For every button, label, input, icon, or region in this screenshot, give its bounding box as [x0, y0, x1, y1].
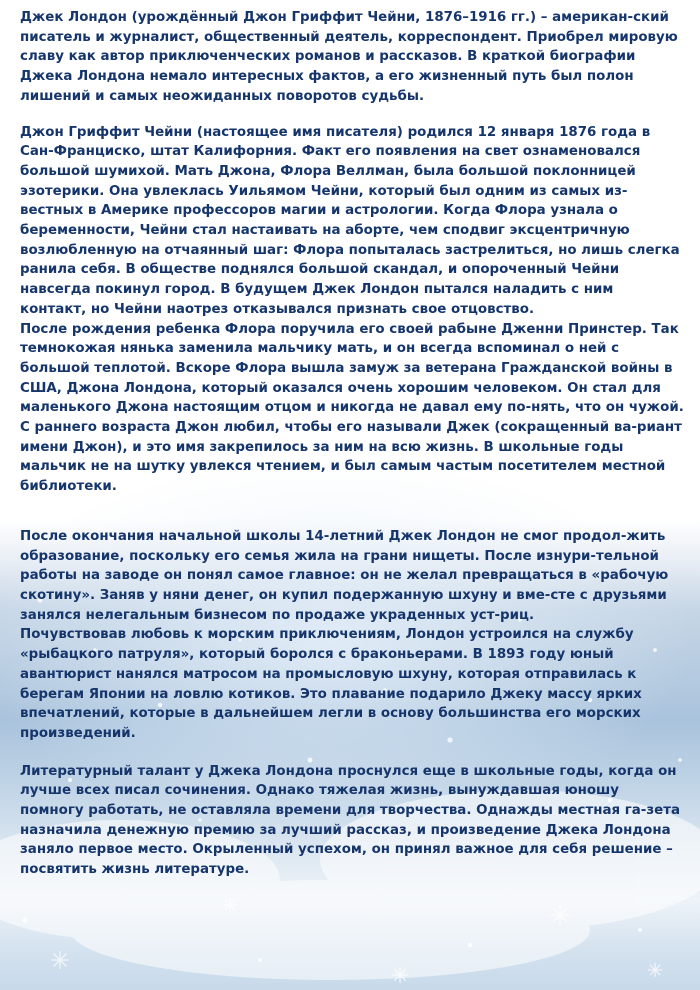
- paragraph-name-jack: С раннего возраста Джон любил, чтобы его называли Джек (сокращенный ва-риант имени Джон), и это имя закрепилось за ним на всю жизнь. В школьные годы мальчик не на шутку увлекся чтением, и был самым частым посетителем местной библиотеки.: [20, 420, 682, 495]
- biography-text: [20, 8, 684, 880]
- paragraph-nanny: После рождения ребенка Флора поручила его своей рабыне Дженни Принстер. Так темнокожая нянька заменила мальчику мать, и он всегда вспоминал о ней с большой теплотой. Вскоре Флора вышла замуж за ветерана Гражданской войны в США, Джона Лондона, который оказался очень хорошим человеком. Он стал для маленького Джона настоящим отцом и никогда не давал ему по-нять, что он чужой.: [20, 321, 684, 416]
- paragraph-sea: Почувствовав любовь к морским приключениям, Лондон устроился на службу «рыбацкого патруля», который боролся с браконьерами. В 1893 году юный авантюрист нанялся матросом на промысловую шхуну, которая отправилась к берегам Японии на ловлю котиков. Это плавание подарило Джеку массу ярких впечатлений, которые в дальнейшем легли в основу большинства его морских произведений.: [20, 627, 642, 741]
- paragraph-literature: Литературный талант у Джека Лондона проснулся еще в школьные годы, когда он лучше всех писал сочинения. Однако тяжелая жизнь, вынуждавшая юношу помногу работать, не оставляла времени для творчества. Однажды местная га-зета назначила денежную премию за лучший рассказ, и произведение Джека Лондона заняло первое место. Окрыленный успехом, он принял важное для себя решение – посвятить жизнь литературе.: [20, 763, 681, 878]
- paragraph-intro: Джек Лондон (урождённый Джон Гриффит Чейни, 1876–1916 гг.) – американ-ский писатель и журналист, общественный деятель, корреспондент. Приобрел мировую славу как автор приключенческих романов и рассказов. В краткой биографии Джека Лондона немало интересных фактов, а его жизненный путь был полон лишений и самых неожиданных поворотов судьбы.: [20, 10, 678, 104]
- paragraph-work: После окончания начальной школы 14-летний Джек Лондон не смог продол-жить образование, поскольку его семья жила на грани нищеты. После изнури-тельной работы на заводе он понял самое главное: он не желал превращаться в «рабочую скотину». Заняв у няни денег, он купил подержанную шхуну и вме-сте с друзьями занялся нелегальным бизнесом по продаже украденных уст-риц.: [20, 528, 669, 623]
- paragraph-birth: Джон Гриффит Чейни (настоящее имя писателя) родился 12 января 1876 года в Сан-Франциско, штат Калифорния. Факт его появления на свет ознаменовался большой шумихой. Мать Джона, Флора Веллман, была большой поклонницей эзотерики. Она увлеклась Уильямом Чейни, который был одним из самых из-вестных в Америке профессоров магии и астрологии. Когда Флора узнала о беременности, Чейни стал настаивать на аборте, чем сподвиг эксцентричную возлюбленную на отчаянный шаг: Флора попыталась застрелиться, но лишь слегка ранила себя. В обществе поднялся большой скандал, и опороченный Чейни навсегда покинул город. В будущем Джек Лондон пытался наладить с ним контакт, но Чейни наотрез отказывался признать свое отцовство.: [20, 124, 680, 317]
